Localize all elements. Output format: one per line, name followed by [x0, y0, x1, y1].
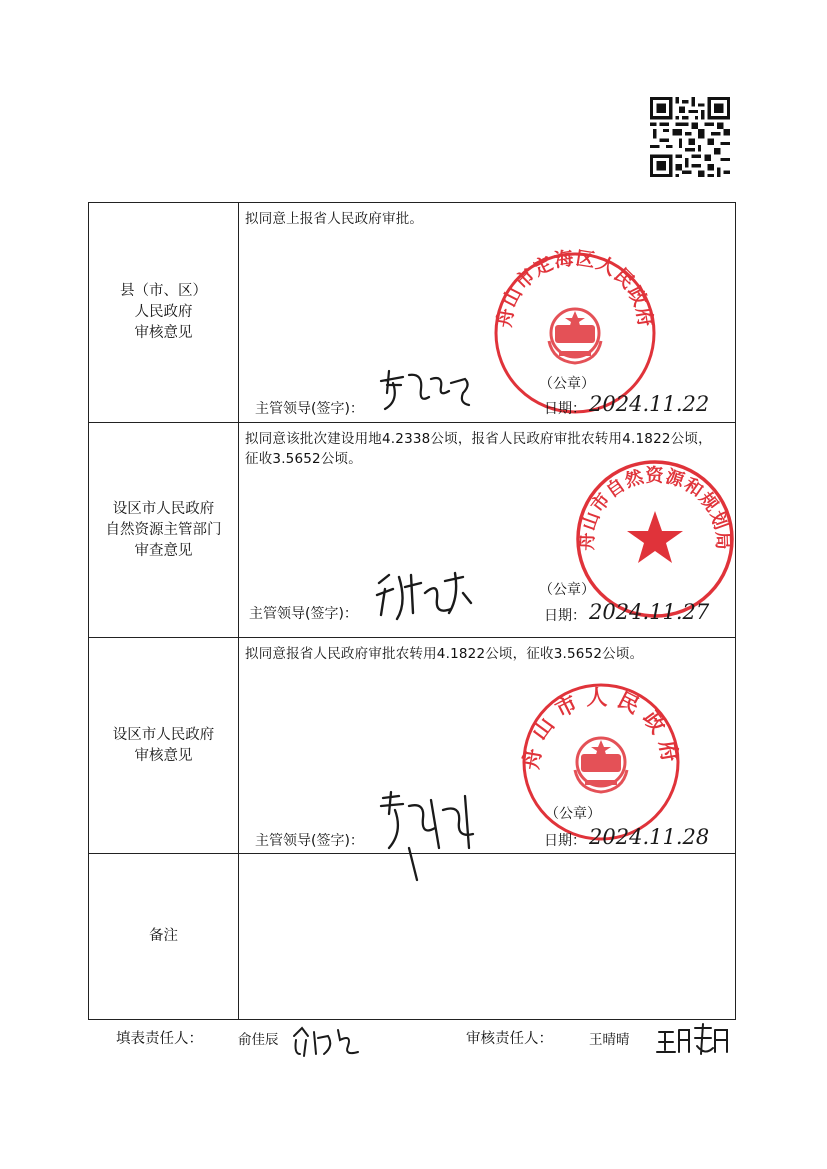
signature-label: 主管领导(签字)： — [255, 401, 364, 417]
qr-code — [650, 97, 730, 177]
svg-text:2024.11.22: 2024.11.22 — [589, 392, 710, 416]
filler-signature — [288, 1020, 364, 1060]
svg-text:舟山市定海区人民政府: 舟山市定海区人民政府 — [493, 247, 657, 330]
label-line: 县（市、区） — [120, 283, 207, 299]
svg-text:2024.11.28: 2024.11.28 — [589, 825, 710, 849]
opinion-cell — [239, 423, 735, 637]
svg-text:舟山市自然资源和规划局: 舟山市自然资源和规划局 — [576, 465, 734, 551]
county-government-row — [89, 203, 735, 423]
signature-label: 主管领导(签字)： — [255, 833, 364, 849]
reviewer-label: 审核责任人： — [466, 1031, 553, 1047]
seal-label: （公章） — [539, 582, 595, 598]
date-label: 日期： — [544, 833, 586, 849]
row-label — [89, 203, 239, 422]
label-line: 审查意见 — [134, 542, 193, 559]
label-line: 设区市人民政府 — [112, 726, 215, 743]
label-line: 设区市人民政府 — [112, 500, 215, 517]
reviewer-name: 王晴晴 — [589, 1032, 630, 1048]
row-label — [89, 854, 239, 1019]
approval-form-table — [88, 202, 736, 1020]
leader-signature — [367, 563, 487, 625]
signature-label: 主管领导(签字)： — [249, 606, 358, 622]
remarks-row — [89, 854, 735, 1019]
opinion-text: 拟同意上报省人民政府审批。 — [245, 211, 424, 227]
handwritten-date — [589, 820, 719, 852]
handwritten-date — [589, 595, 719, 627]
svg-text:舟山市人民政府: 舟山市人民政府 — [517, 684, 685, 772]
row-label — [89, 638, 239, 853]
label-line: 审核意见 — [134, 747, 193, 764]
resources-bureau-row — [89, 423, 735, 638]
date-label: 日期： — [544, 608, 586, 624]
filler-name: 俞佳辰 — [238, 1032, 279, 1048]
handwritten-date — [589, 387, 719, 419]
label-line: 人民政府 — [134, 304, 193, 320]
opinion-cell — [239, 203, 735, 422]
label-line: 备注 — [149, 928, 178, 944]
reviewer-signature — [655, 1020, 731, 1060]
seal-label: （公章） — [545, 806, 601, 822]
svg-text:2024.11.27: 2024.11.27 — [589, 600, 710, 624]
leader-signature — [373, 363, 483, 415]
seal-label: （公章） — [539, 376, 595, 392]
remarks-cell — [239, 854, 735, 1019]
opinion-cell — [239, 638, 735, 853]
date-label: 日期： — [544, 401, 586, 417]
row-label — [89, 423, 239, 637]
filler-label: 填表责任人： — [116, 1031, 203, 1047]
opinion-text: 拟同意该批次建设用地4.2338公顷，报省人民政府审批农转用4.1822公顷，征收3.5652公顷。 — [245, 431, 712, 467]
city-government-row — [89, 638, 735, 854]
opinion-text: 拟同意报省人民政府审批农转用4.1822公顷，征收3.5652公顷。 — [245, 646, 644, 662]
label-line: 审核意见 — [134, 325, 193, 341]
label-line: 自然资源主管部门 — [105, 521, 222, 538]
